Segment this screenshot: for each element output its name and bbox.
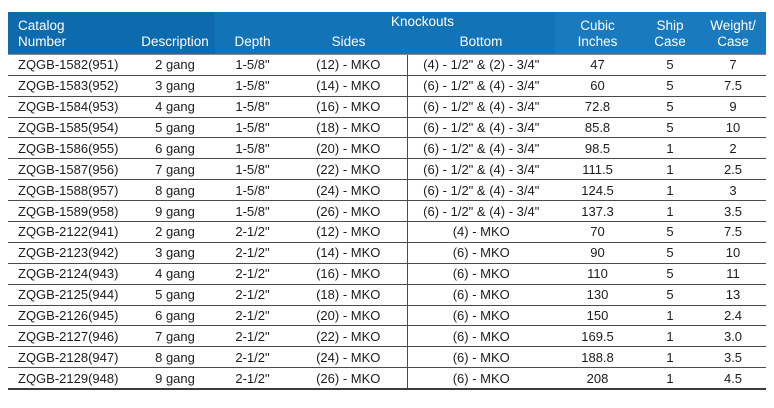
cell-sides: (24) - MKO xyxy=(290,180,407,201)
cell-cubic-inches: 110 xyxy=(555,263,640,284)
cell-weight-case: 7.5 xyxy=(700,221,766,242)
cell-depth: 2-1/2" xyxy=(215,284,290,305)
cell-depth: 1-5/8" xyxy=(215,180,290,201)
cell-description: 9 gang xyxy=(135,368,215,389)
cell-weight-case: 4.5 xyxy=(700,368,766,389)
cell-cubic-inches: 60 xyxy=(555,75,640,96)
table-row xyxy=(8,180,766,201)
table-row xyxy=(8,305,766,326)
cell-sides: (12) - MKO xyxy=(290,221,407,242)
table-row xyxy=(8,54,766,75)
cell-bottom: (6) - 1/2" & (4) - 3/4" xyxy=(407,180,555,201)
cell-depth: 2-1/2" xyxy=(215,263,290,284)
header-bottom-label: Bottom xyxy=(459,33,503,49)
cell-sides: (14) - MKO xyxy=(290,242,407,263)
cell-ship-case: 1 xyxy=(640,326,700,347)
cell-cubic-inches: 137.3 xyxy=(555,201,640,222)
header-depth xyxy=(215,12,290,54)
header-weight-case xyxy=(700,12,766,54)
cell-cubic-inches: 169.5 xyxy=(555,326,640,347)
cell-ship-case: 1 xyxy=(640,138,700,159)
catalog-spec-table-container xyxy=(8,12,766,390)
cell-weight-case: 2 xyxy=(700,138,766,159)
header-catalog-number xyxy=(8,12,135,54)
table-row xyxy=(8,368,766,389)
cell-ship-case: 5 xyxy=(640,117,700,138)
cell-cubic-inches: 111.5 xyxy=(555,159,640,180)
cell-ship-case: 5 xyxy=(640,221,700,242)
cell-bottom: (6) - MKO xyxy=(407,347,555,368)
table-body xyxy=(8,54,766,389)
cell-cubic-inches: 98.5 xyxy=(555,138,640,159)
header-knockouts-label: Knockouts xyxy=(390,14,455,29)
header-description xyxy=(135,12,215,54)
cell-description: 6 gang xyxy=(135,138,215,159)
cell-bottom: (6) - 1/2" & (4) - 3/4" xyxy=(407,96,555,117)
cell-description: 4 gang xyxy=(135,263,215,284)
cell-description: 4 gang xyxy=(135,96,215,117)
cell-catalog-number: ZQGB-1586(955) xyxy=(8,138,135,159)
cell-weight-case: 3.5 xyxy=(700,347,766,368)
cell-bottom: (6) - MKO xyxy=(407,326,555,347)
cell-catalog-number: ZQGB-2128(947) xyxy=(8,347,135,368)
cell-cubic-inches: 85.8 xyxy=(555,117,640,138)
cell-bottom: (6) - 1/2" & (4) - 3/4" xyxy=(407,159,555,180)
cell-depth: 1-5/8" xyxy=(215,159,290,180)
cell-ship-case: 5 xyxy=(640,54,700,75)
cell-ship-case: 5 xyxy=(640,284,700,305)
header-depth-label: Depth xyxy=(234,33,271,49)
cell-weight-case: 3.0 xyxy=(700,326,766,347)
table-row xyxy=(8,201,766,222)
header-knockouts xyxy=(290,12,555,32)
cell-weight-case: 10 xyxy=(700,117,766,138)
cell-cubic-inches: 124.5 xyxy=(555,180,640,201)
table-row xyxy=(8,221,766,242)
table-row xyxy=(8,75,766,96)
cell-weight-case: 10 xyxy=(700,242,766,263)
header-sides-label: Sides xyxy=(331,33,366,49)
cell-depth: 1-5/8" xyxy=(215,138,290,159)
cell-ship-case: 1 xyxy=(640,305,700,326)
cell-catalog-number: ZQGB-1589(958) xyxy=(8,201,135,222)
cell-cubic-inches: 90 xyxy=(555,242,640,263)
cell-catalog-number: ZQGB-1582(951) xyxy=(8,54,135,75)
cell-depth: 2-1/2" xyxy=(215,347,290,368)
cell-bottom: (6) - MKO xyxy=(407,284,555,305)
cell-description: 5 gang xyxy=(135,117,215,138)
header-catalog-number-label: Catalog Number xyxy=(18,18,67,49)
cell-depth: 1-5/8" xyxy=(215,201,290,222)
cell-depth: 2-1/2" xyxy=(215,305,290,326)
cell-depth: 1-5/8" xyxy=(215,96,290,117)
cell-depth: 2-1/2" xyxy=(215,326,290,347)
cell-bottom: (6) - 1/2" & (4) - 3/4" xyxy=(407,75,555,96)
cell-ship-case: 1 xyxy=(640,368,700,389)
cell-description: 8 gang xyxy=(135,180,215,201)
table-row xyxy=(8,326,766,347)
cell-description: 5 gang xyxy=(135,284,215,305)
table-row xyxy=(8,138,766,159)
cell-sides: (20) - MKO xyxy=(290,138,407,159)
cell-weight-case: 3.5 xyxy=(700,201,766,222)
cell-bottom: (4) - MKO xyxy=(407,221,555,242)
table-row xyxy=(8,117,766,138)
cell-sides: (22) - MKO xyxy=(290,326,407,347)
cell-description: 2 gang xyxy=(135,54,215,75)
cell-catalog-number: ZQGB-2125(944) xyxy=(8,284,135,305)
cell-sides: (12) - MKO xyxy=(290,54,407,75)
cell-description: 6 gang xyxy=(135,305,215,326)
cell-description: 7 gang xyxy=(135,326,215,347)
table-header xyxy=(8,12,766,54)
cell-bottom: (6) - 1/2" & (4) - 3/4" xyxy=(407,138,555,159)
cell-depth: 2-1/2" xyxy=(215,242,290,263)
cell-weight-case: 13 xyxy=(700,284,766,305)
cell-sides: (14) - MKO xyxy=(290,75,407,96)
cell-weight-case: 2.4 xyxy=(700,305,766,326)
cell-ship-case: 1 xyxy=(640,159,700,180)
cell-description: 9 gang xyxy=(135,201,215,222)
cell-description: 8 gang xyxy=(135,347,215,368)
cell-weight-case: 2.5 xyxy=(700,159,766,180)
cell-catalog-number: ZQGB-1584(953) xyxy=(8,96,135,117)
cell-ship-case: 5 xyxy=(640,263,700,284)
cell-sides: (16) - MKO xyxy=(290,263,407,284)
cell-description: 7 gang xyxy=(135,159,215,180)
cell-sides: (24) - MKO xyxy=(290,347,407,368)
header-ship-case xyxy=(640,12,700,54)
cell-sides: (18) - MKO xyxy=(290,284,407,305)
cell-catalog-number: ZQGB-1583(952) xyxy=(8,75,135,96)
header-ship-case-label: Ship Case xyxy=(654,18,686,49)
cell-catalog-number: ZQGB-2127(946) xyxy=(8,326,135,347)
table-row xyxy=(8,284,766,305)
cell-catalog-number: ZQGB-1588(957) xyxy=(8,180,135,201)
cell-cubic-inches: 47 xyxy=(555,54,640,75)
header-sides xyxy=(290,32,407,54)
table-row xyxy=(8,96,766,117)
header-bottom xyxy=(407,32,555,54)
cell-bottom: (6) - 1/2" & (4) - 3/4" xyxy=(407,117,555,138)
cell-weight-case: 9 xyxy=(700,96,766,117)
cell-cubic-inches: 150 xyxy=(555,305,640,326)
cell-sides: (26) - MKO xyxy=(290,201,407,222)
cell-weight-case: 7.5 xyxy=(700,75,766,96)
cell-ship-case: 1 xyxy=(640,347,700,368)
header-cubic-inches xyxy=(555,12,640,54)
cell-description: 2 gang xyxy=(135,221,215,242)
cell-depth: 2-1/2" xyxy=(215,221,290,242)
cell-sides: (18) - MKO xyxy=(290,117,407,138)
cell-ship-case: 1 xyxy=(640,201,700,222)
cell-depth: 1-5/8" xyxy=(215,75,290,96)
cell-sides: (20) - MKO xyxy=(290,305,407,326)
cell-cubic-inches: 188.8 xyxy=(555,347,640,368)
cell-catalog-number: ZQGB-2122(941) xyxy=(8,221,135,242)
cell-bottom: (6) - MKO xyxy=(407,305,555,326)
table-row xyxy=(8,347,766,368)
cell-ship-case: 1 xyxy=(640,180,700,201)
cell-weight-case: 7 xyxy=(700,54,766,75)
cell-catalog-number: ZQGB-2123(942) xyxy=(8,242,135,263)
cell-catalog-number: ZQGB-2124(943) xyxy=(8,263,135,284)
catalog-spec-table xyxy=(8,12,766,390)
cell-catalog-number: ZQGB-2126(945) xyxy=(8,305,135,326)
cell-description: 3 gang xyxy=(135,75,215,96)
cell-sides: (22) - MKO xyxy=(290,159,407,180)
header-description-label: Description xyxy=(141,33,209,49)
cell-depth: 2-1/2" xyxy=(215,368,290,389)
cell-cubic-inches: 130 xyxy=(555,284,640,305)
cell-bottom: (6) - 1/2" & (4) - 3/4" xyxy=(407,201,555,222)
cell-cubic-inches: 208 xyxy=(555,368,640,389)
cell-sides: (16) - MKO xyxy=(290,96,407,117)
cell-description: 3 gang xyxy=(135,242,215,263)
cell-cubic-inches: 70 xyxy=(555,221,640,242)
cell-weight-case: 11 xyxy=(700,263,766,284)
table-row xyxy=(8,242,766,263)
cell-depth: 1-5/8" xyxy=(215,54,290,75)
table-row xyxy=(8,263,766,284)
cell-catalog-number: ZQGB-1587(956) xyxy=(8,159,135,180)
cell-bottom: (6) - MKO xyxy=(407,368,555,389)
cell-ship-case: 5 xyxy=(640,242,700,263)
table-row xyxy=(8,159,766,180)
cell-bottom: (4) - 1/2" & (2) - 3/4" xyxy=(407,54,555,75)
cell-catalog-number: ZQGB-1585(954) xyxy=(8,117,135,138)
cell-ship-case: 5 xyxy=(640,75,700,96)
cell-ship-case: 5 xyxy=(640,96,700,117)
header-row-top xyxy=(8,12,766,32)
cell-sides: (26) - MKO xyxy=(290,368,407,389)
cell-weight-case: 3 xyxy=(700,180,766,201)
cell-bottom: (6) - MKO xyxy=(407,263,555,284)
header-weight-case-label: Weight/ Case xyxy=(710,18,756,49)
cell-catalog-number: ZQGB-2129(948) xyxy=(8,368,135,389)
header-cubic-inches-label: Cubic Inches xyxy=(577,18,618,49)
cell-cubic-inches: 72.8 xyxy=(555,96,640,117)
cell-bottom: (6) - MKO xyxy=(407,242,555,263)
cell-depth: 1-5/8" xyxy=(215,117,290,138)
